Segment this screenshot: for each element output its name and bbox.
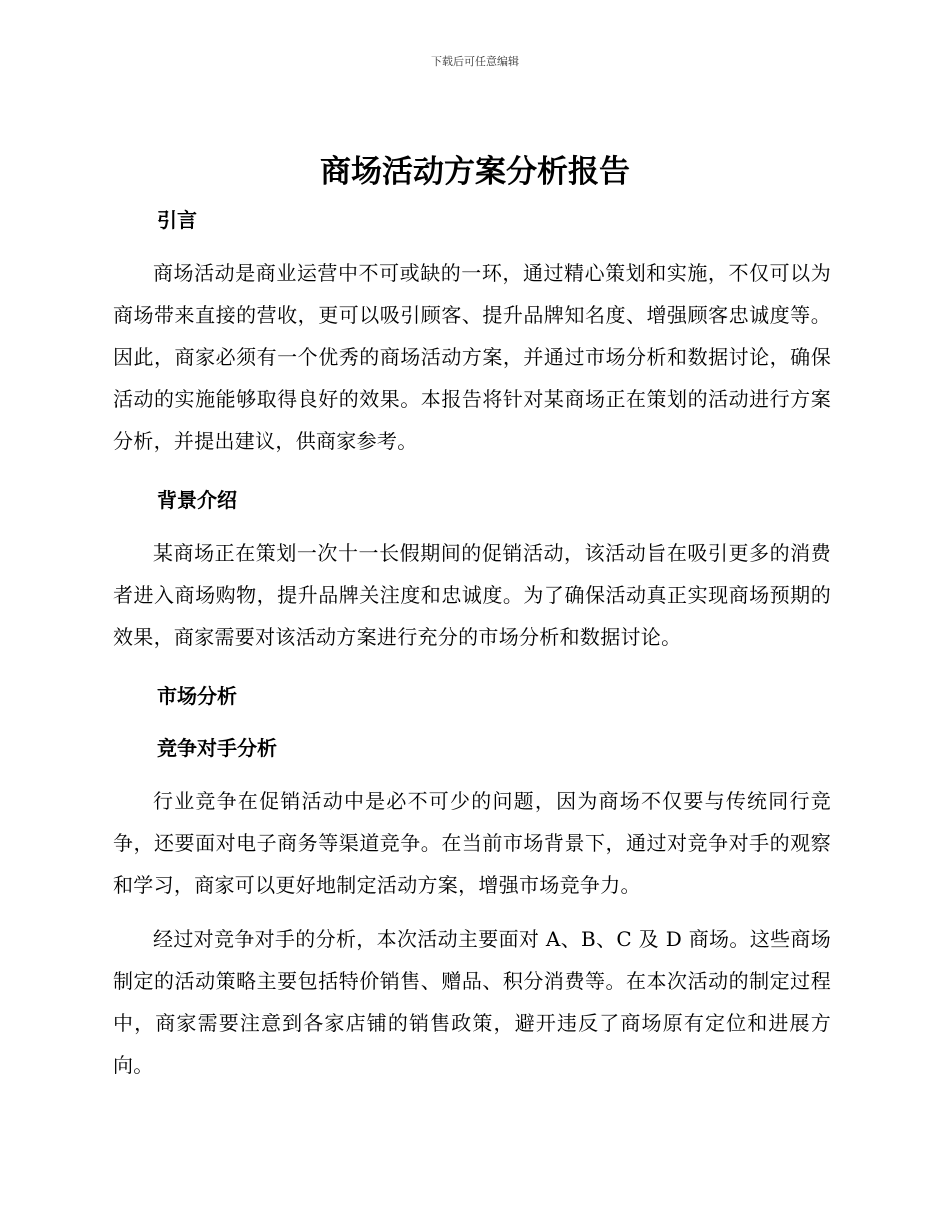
page-header-note: 下载后可任意编辑 xyxy=(431,55,519,68)
paragraph-intro: 商场活动是商业运营中不可或缺的一环，通过精心策划和实施，不仅可以为商场带来直接的营收，更可以吸引顾客、提升品牌知名度、增强顾客忠诚度等。因此，商家必须有一个优秀的商场活动方案，并通过市场分析和数据讨论，确保活动的实施能够取得良好的效果。本报告将针对某商场正在策划的活动进行方案分析，并提出建议，供商家参考。 xyxy=(113,261,831,453)
paragraph-competitor-1: 行业竞争在促销活动中是必不可少的问题，因为商场不仅要与传统同行竞争，还要面对电子商务等渠道竞争。在当前市场背景下，通过对竞争对手的观察和学习，商家可以更好地制定活动方案，增强市场竞争力。 xyxy=(113,789,831,897)
section-heading-competitor: 竞争对手分析 xyxy=(157,736,277,760)
section-heading-market: 市场分析 xyxy=(157,684,237,708)
document-title: 商场活动方案分析报告 xyxy=(320,154,630,190)
section-heading-intro: 引言 xyxy=(157,208,197,232)
document-body xyxy=(113,200,831,1086)
paragraph-background: 某商场正在策划一次十一长假期间的促销活动，该活动旨在吸引更多的消费者进入商场购物，提升品牌关注度和忠诚度。为了确保活动真正实现商场预期的效果，商家需要对该活动方案进行充分的市场分析和数据讨论。 xyxy=(113,541,831,649)
paragraph-competitor-2: 经过对竞争对手的分析，本次活动主要面对 A、B、C 及 D 商场。这些商场制定的活动策略主要包括特价销售、赠品、积分消费等。在本次活动的制定过程中，商家需要注意到各家店铺的销售政策，避开违反了商场原有定位和进展方向。 xyxy=(113,927,831,1077)
section-heading-background: 背景介绍 xyxy=(157,488,237,512)
